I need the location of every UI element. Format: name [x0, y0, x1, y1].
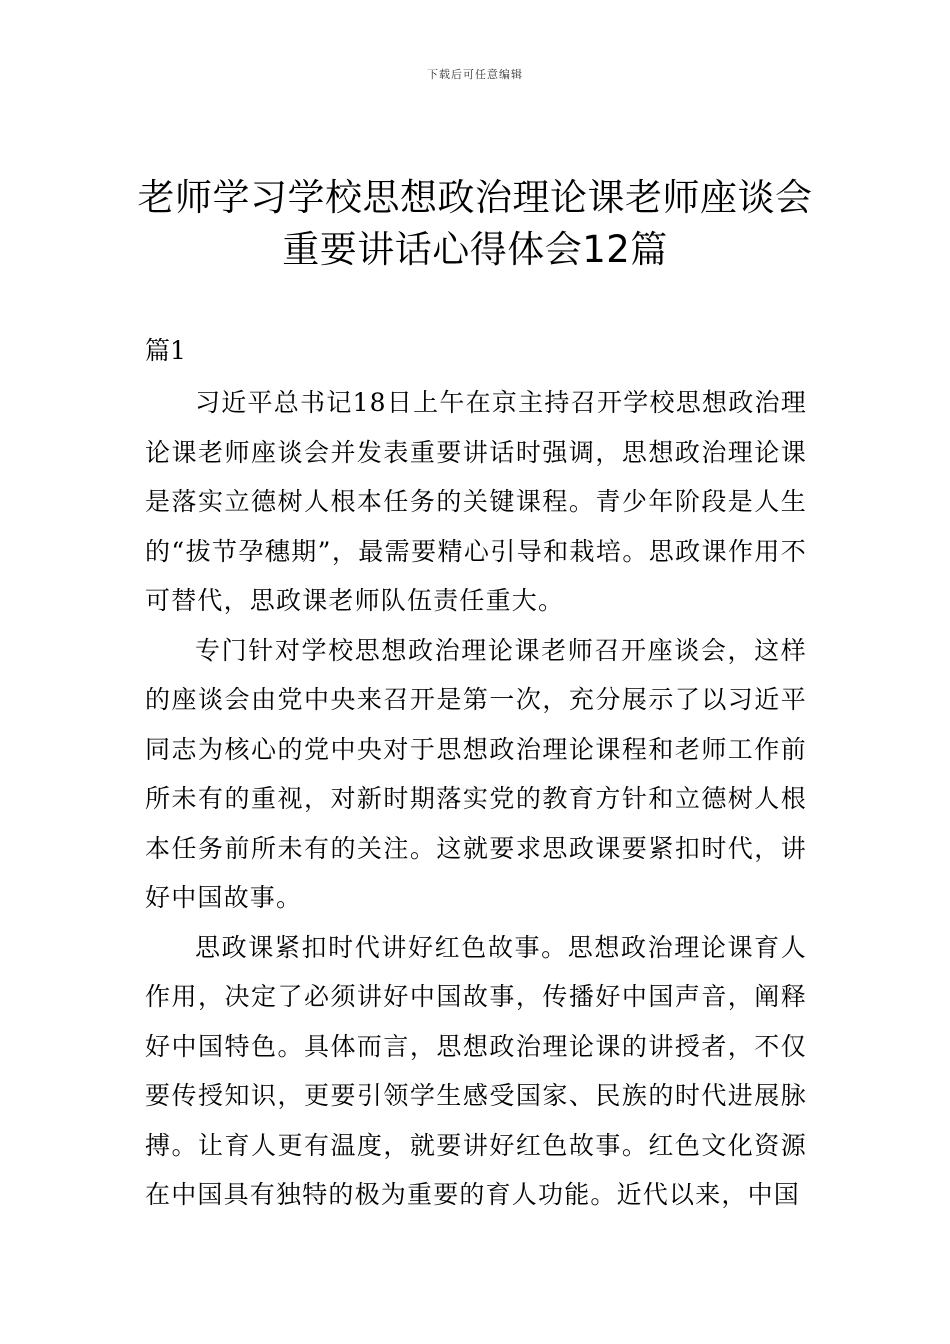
- paragraph-3: 思政课紧扣时代讲好红色故事。思想政治理论课育人作用，决定了必须讲好中国故事，传播好中国声音，阐释好中国特色。具体而言，思想政治理论课的讲授者，不仅要传授知识，更要引领学生感受国家、民族的时代进展脉搏。让育人更有温度，就要讲好红色故事。红色文化资源在中国具有独特的极为重要的育人功能。近代以来，中国: [145, 932, 807, 1209]
- paragraph-1: 习近平总书记18日上午在京主持召开学校思想政治理论课老师座谈会并发表重要讲话时强调，思想政治理论课是落实立德树人根本任务的关键课程。青少年阶段是人生的“拔节孕穗期”，最需要精心引导和栽培。思政课作用不可替代，思政课老师队伍责任重大。: [145, 388, 807, 615]
- document-title: [100, 172, 850, 276]
- section-label: 篇1: [145, 336, 186, 365]
- header-note: 下载后可任意编辑: [427, 68, 523, 81]
- title-line-1: 老师学习学校思想政治理论课老师座谈会: [137, 176, 813, 219]
- title-line-2: 重要讲话心得体会12篇: [282, 228, 668, 271]
- document-body: [145, 378, 807, 1220]
- paragraph-2: 专门针对学校思想政治理论课老师召开座谈会，这样的座谈会由党中央来召开是第一次，充分展示了以习近平同志为核心的党中央对于思想政治理论课程和老师工作前所未有的重视，对新时期落实党的教育方针和立德树人根本任务前所未有的关注。这就要求思政课要紧扣时代，讲好中国故事。: [145, 635, 807, 912]
